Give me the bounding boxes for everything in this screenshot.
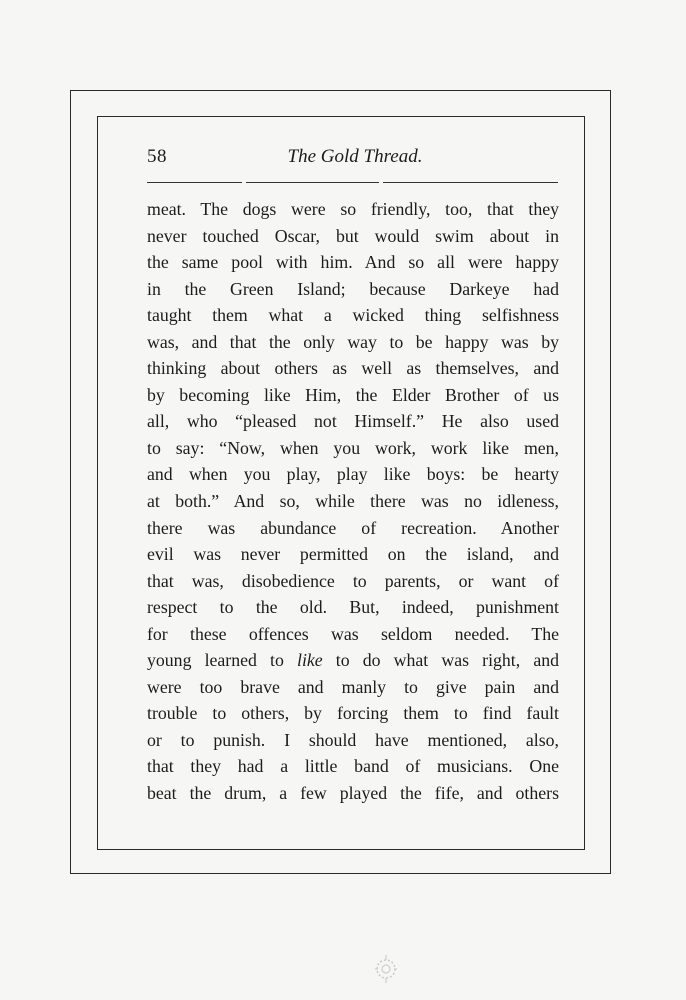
text-line: beat the drum, a few played the fife, and others xyxy=(147,783,559,804)
page-number: 58 xyxy=(147,146,167,167)
emphasized-word: like xyxy=(297,650,323,671)
text-run: young learned to xyxy=(147,650,297,671)
text-line: the same pool with him. And so all were happy xyxy=(147,252,559,273)
text-line: at both.” And so, while there was no idleness, xyxy=(147,491,559,512)
body-text xyxy=(147,196,559,807)
text-line xyxy=(147,647,559,674)
header-rule-segment xyxy=(147,182,242,183)
header-rule-segment xyxy=(383,182,558,183)
text-line: there was abundance of recreation. Another xyxy=(147,517,559,538)
text-line: were too brave and manly to give pain and xyxy=(147,676,559,697)
text-line: in the Green Island; because Darkeye had xyxy=(147,278,559,299)
text-line: respect to the old. But, indeed, punishment xyxy=(147,597,559,618)
running-title: The Gold Thread. xyxy=(287,146,423,167)
header-rule xyxy=(147,182,558,184)
text-line: never touched Oscar, but would swim about in xyxy=(147,225,559,246)
text-line: or to punish. I should have mentioned, also, xyxy=(147,729,559,750)
header-rule-segment xyxy=(246,182,379,183)
text-line: for these offences was seldom needed. The xyxy=(147,623,559,644)
text-line: all, who “pleased not Himself.” He also used xyxy=(147,411,559,432)
text-line: by becoming like Him, the Elder Brother of us xyxy=(147,384,559,405)
text-line: thinking about others as well as themselves, and xyxy=(147,358,559,379)
text-line: trouble to others, by forcing them to find fault xyxy=(147,703,559,724)
text-line: and when you play, play like boys: be hearty xyxy=(147,464,559,485)
text-line: to say: “Now, when you work, work like men, xyxy=(147,437,559,458)
text-line: was, and that the only way to be happy was by xyxy=(147,331,559,352)
text-run: to do what was right, and xyxy=(322,650,559,671)
text-line: evil was never permitted on the island, and xyxy=(147,544,559,565)
text-line: that they had a little band of musicians. One xyxy=(147,756,559,777)
ornament-icon xyxy=(371,952,401,986)
text-line: that was, disobedience to parents, or want of xyxy=(147,570,559,591)
text-line: meat. The dogs were so friendly, too, that they xyxy=(147,199,559,219)
text-line: taught them what a wicked thing selfishness xyxy=(147,305,559,326)
